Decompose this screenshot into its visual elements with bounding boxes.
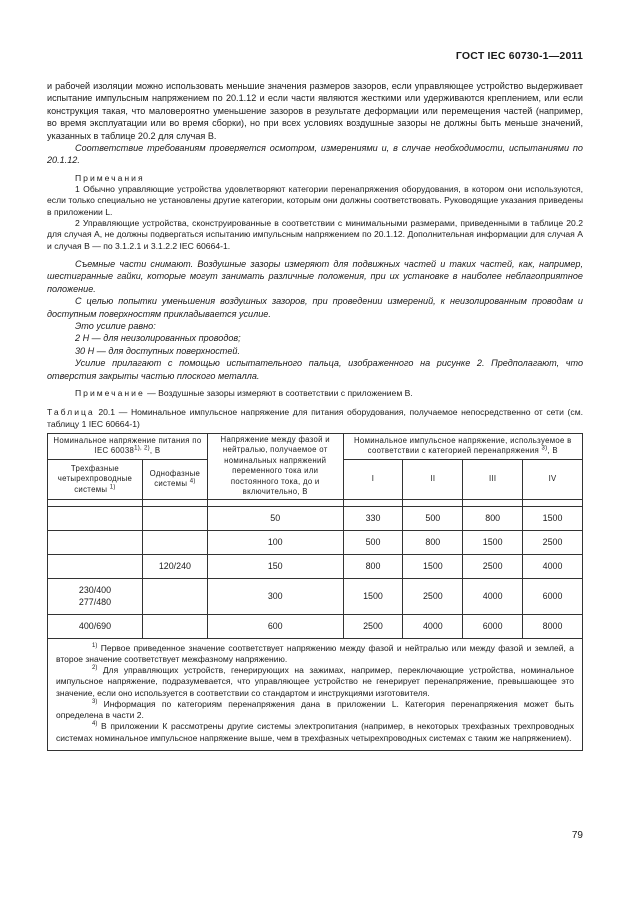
cell-impulse-voltage: 4000 [523, 554, 583, 578]
cell-phase-voltage: 600 [207, 614, 343, 638]
cell-three-phase: 400/690 [48, 614, 143, 638]
cell-single-phase [142, 506, 207, 530]
paragraph-test-finger: Усилие прилагают с помощью испытательного пальца, изображенного на рисунке 2. Предполагают, что отверстия закрыты частью плоского металла. [47, 358, 583, 381]
cell-impulse-voltage: 800 [463, 506, 523, 530]
header-category-iv: IV [523, 459, 583, 499]
cell-single-phase [142, 530, 207, 554]
page-content [47, 80, 583, 751]
cell-three-phase: 230/400 277/480 [48, 578, 143, 614]
cell-impulse-voltage: 4000 [403, 614, 463, 638]
cell-single-phase [142, 578, 207, 614]
cell-single-phase: 120/240 [142, 554, 207, 578]
cell-three-phase [48, 554, 143, 578]
paragraph-removable: Съемные части снимают. Воздушные зазоры измеряют для подвижных частей и таких частей, как, например, шестигранные гайки, которые могут занимать различные положения, при их установке в наиболее неблагоприятное положение. [47, 258, 583, 294]
header-supply-voltage: Номинальное напряжение питания по IEC $60038^{1), 2)}$, В [48, 433, 208, 459]
cell-phase-voltage: 300 [207, 578, 343, 614]
paragraph-force-2n: 2 Н — для неизолированных проводов; [75, 333, 241, 344]
cell-impulse-voltage: 500 [403, 506, 463, 530]
cell-phase-voltage: 100 [207, 530, 343, 554]
table-caption-label: Таблица [47, 407, 95, 418]
note-annex-b [47, 388, 583, 399]
cell-single-phase [142, 614, 207, 638]
cell-impulse-voltage: 1500 [523, 506, 583, 530]
paragraph-compliance: Соответствие требованиям проверяется осмотром, измерениями и, в случае необходимости, испытаниями по 20.1.12. [47, 143, 583, 166]
cell-impulse-voltage: 2500 [463, 554, 523, 578]
cell-impulse-voltage: 800 [343, 554, 403, 578]
cell-impulse-voltage: 1500 [463, 530, 523, 554]
table-caption [47, 407, 583, 430]
header-category-ii: II [403, 459, 463, 499]
table-row [48, 554, 583, 578]
note-label: Примечание [75, 387, 145, 398]
header-three-phase: Трехфазные четырехпроводные системы $^{1)}$ [48, 459, 143, 499]
header-category-i: I [343, 459, 403, 499]
header-category-iii: III [463, 459, 523, 499]
cell-phase-voltage: 50 [207, 506, 343, 530]
cell-impulse-voltage: 1500 [343, 578, 403, 614]
cell-impulse-voltage: 8000 [523, 614, 583, 638]
cell-impulse-voltage: 2500 [343, 614, 403, 638]
table-row [48, 578, 583, 614]
footnote-4: $^{4)}$ В приложении К рассмотрены другие системы электропитания (например, в некоторых трехфазных трехпроводных системах номинальное импульсное напряжение выше, чем в трехфазных четырехпроводных системах с таким же напряжением). [56, 721, 574, 743]
cell-impulse-voltage: 330 [343, 506, 403, 530]
note-text: — Воздушные зазоры измеряют в соответствии с приложением В. [144, 387, 413, 398]
cell-impulse-voltage: 6000 [463, 614, 523, 638]
cell-impulse-voltage: 2500 [403, 578, 463, 614]
header-single-phase: Однофазные системы $^{4)}$ [142, 459, 207, 499]
paragraph-force-30n: 30 Н — для доступных поверхностей. [75, 345, 241, 356]
cell-impulse-voltage: 6000 [523, 578, 583, 614]
paragraph-force: С целью попытки уменьшения воздушных зазоров, при проведении измерений, к неизолированным проводам и доступным поверхностям прикладывается усилие. [47, 296, 583, 319]
cell-three-phase [48, 530, 143, 554]
footnote-3: $^{3)}$ Информация по категориям перенапряжения дана в приложении L. Категория перенапряжения может быть определена в части 2. [56, 698, 574, 721]
paragraph-force-equal: Это усилие равно: [75, 320, 156, 331]
page-number: 79 [571, 830, 583, 841]
cell-three-phase [48, 506, 143, 530]
table-row [48, 530, 583, 554]
table-row [48, 506, 583, 530]
table-row [48, 614, 583, 638]
notes-heading: Примечания [75, 172, 145, 183]
cell-impulse-voltage: 500 [343, 530, 403, 554]
footnote-1: $^{1)}$ Первое приведенное значение соответствует напряжению между фазой и нейтралью или между фазой и землей, а второе значение соответствует межфазному напряжению. [56, 642, 574, 665]
running-header: ГОСТ IEC 60730-1—2011 [455, 50, 583, 62]
table-caption-text: 20.1 — Номинальное импульсное напряжение для питания оборудования, получаемое непосредственно от сети (см. таблицу 1 IEC 60664-1) [47, 407, 583, 429]
cell-impulse-voltage: 4000 [463, 578, 523, 614]
note-2: 2 Управляющие устройства, сконструированные в соответствии с минимальными размерами, приведенными в таблице 20.2 для случая А, не должны подвергаться испытанию импульсным напряжением по 20.1.12. Дополнительная информации для случая А и случая В — по 3.1.2.1 и 3.1.2.2 IEC 60664-1. [47, 218, 583, 251]
footnote-2: $^{2)}$ Для управляющих устройств, генерирующих на зажимах, например, переключающие устройства, номинальное импульсное напряжение, подразумевается, что управляющее устройство не генерирует перенапряжение, превышающее это значение, если оно используется в соответствии со стандартом и инструкциями изготовителя. [56, 665, 574, 698]
cell-impulse-voltage: 1500 [403, 554, 463, 578]
cell-phase-voltage: 150 [207, 554, 343, 578]
header-phase-neutral-voltage: Напряжение между фазой и нейтралью, получаемое от номинальных напряжений переменного тока или постоянного тока, до и включительно, В [207, 433, 343, 499]
paragraph-clearance: и рабочей изоляции можно использовать меньшие значения размеров зазоров, если управляющее устройство выдерживает испытание импульсным напряжением по 20.1.12 и если части являются жесткими или удерживаются креплением, или если конструкция такая, что маловероятно уменьшение зазоров в результате деформации или перемещения частей (например, во время эксплуатации или во время сборки), но при всех условиях воздушные зазоры не должны быть меньше значений, указанных в таблице 20.2 для случая В. [47, 81, 583, 141]
cell-impulse-voltage: 800 [403, 530, 463, 554]
cell-impulse-voltage: 2500 [523, 530, 583, 554]
impulse-voltage-table [47, 433, 583, 751]
header-impulse-voltage: Номинальное импульсное напряжение, используемое в соответствии с категорией перенапряжения $^{3)}$, В [343, 433, 582, 459]
note-1: 1 Обычно управляющие устройства удовлетворяют категории перенапряжения оборудования, в котором они используются, если только специально не установлены другие категории, которым они должны соответствовать. Руководящие указания приведены в приложении L. [47, 184, 583, 217]
table-footnotes [48, 638, 583, 750]
